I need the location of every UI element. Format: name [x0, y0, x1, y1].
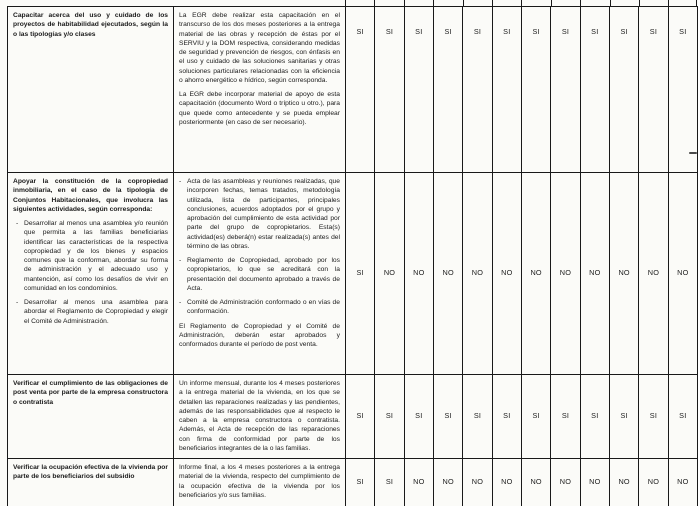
value-cell: SI	[668, 7, 697, 173]
value-cell: NO	[551, 173, 580, 375]
table-body	[8, 7, 698, 506]
text-block: Verificar la ocupación efectiva de la vivienda por parte de los beneficiarios del subsidio	[13, 464, 168, 481]
task-cell	[8, 7, 174, 173]
table-row	[8, 7, 698, 173]
value-cell: SI	[346, 375, 375, 459]
task-cell	[8, 375, 174, 459]
detail-cell	[174, 459, 346, 506]
text-block: Un informe mensual, durante los 4 meses posteriores a la entrega material de la vivienda, en los que se detallen las reparaciones realizadas y las pendientes, además de las responsabilidades que al respecto le caben a la empresa constructora o contratista. Además, el Acta de recepción de las reparaciones con firma de conformidad por parte de los beneficiarios integrantes de la o las familias.	[179, 380, 340, 452]
value-cell: SI	[639, 375, 668, 459]
value-cell: SI	[375, 7, 404, 173]
value-cell: NO	[668, 459, 697, 506]
detail-cell	[174, 173, 346, 375]
bullet-block	[13, 219, 168, 293]
value-cell: SI	[463, 7, 492, 173]
bullet-dash: -	[179, 178, 182, 185]
bullet-block	[179, 256, 340, 293]
value-cell: SI	[639, 7, 668, 173]
bullet-dash: -	[179, 299, 182, 306]
value-cell: SI	[433, 375, 462, 459]
value-cell: SI	[433, 7, 462, 173]
value-cell: SI	[668, 375, 697, 459]
cell-text: Reglamento de Copropiedad, aprobado por los copropietarios, lo que se acreditará con la presentación del documento aprobado a través de Acta.	[187, 257, 340, 292]
bullet-block	[179, 298, 340, 317]
value-cell: SI	[375, 375, 404, 459]
value-cell: NO	[463, 173, 492, 375]
detail-cell	[174, 7, 346, 173]
value-cell: NO	[639, 173, 668, 375]
value-cell: NO	[580, 459, 609, 506]
value-cell: NO	[668, 173, 697, 375]
text-block: El Reglamento de Copropiedad y el Comité de Administración, deberán estar aprobados y conformados durante el período de post venta.	[179, 322, 340, 348]
value-cell: SI	[404, 7, 433, 173]
value-cell: NO	[404, 459, 433, 506]
value-cell: SI	[580, 375, 609, 459]
value-cell: SI	[346, 7, 375, 173]
task-cell	[8, 173, 174, 375]
value-cell: NO	[609, 459, 638, 506]
cell-text: Desarrollar al menos una asamblea y/o reunión que permita a las familias beneficiarias identificar las características de la respectiva copropiedad y de los bienes y espacios comunes que la conforman, abordar su forma de administración y el adecuado uso y mantención, así como los desafíos de vivir en comunidad en los condominios.	[24, 220, 168, 292]
value-cell: SI	[521, 7, 550, 173]
value-cell: SI	[492, 7, 521, 173]
value-cell: NO	[521, 173, 550, 375]
task-cell	[8, 459, 174, 506]
text-block: Apoyar la constitución de la copropiedad inmobiliaria, en el caso de la tipología de Conjuntos Habitacionales, que involucra las siguientes actividades, según corresponda:	[13, 178, 168, 213]
value-cell: SI	[404, 375, 433, 459]
value-cell: SI	[375, 459, 404, 506]
value-cell: SI	[346, 459, 375, 506]
bullet-dash: -	[16, 299, 19, 306]
value-cell: NO	[492, 173, 521, 375]
value-cell: SI	[551, 7, 580, 173]
bullet-dash: -	[16, 220, 19, 227]
value-cell: NO	[375, 173, 404, 375]
value-cell: NO	[433, 459, 462, 506]
value-cell: SI	[580, 7, 609, 173]
value-cell: NO	[433, 173, 462, 375]
text-block: Verificar el cumplimiento de las obligaciones de post venta por parte de la empresa constructora o contratista	[13, 380, 168, 406]
value-cell: SI	[521, 375, 550, 459]
cell-text: Acta de las asambleas y reuniones realizadas, que incorporen fechas, temas tratados, metodología utilizada, lista de participantes, principales conclusiones, acuerdos adoptados por el grupo y aprobación del cumplimiento de esta actividad por parte del grupo de copropietarios. Esta(s) actividad(es) deberá(n) estar realizada(s) antes del término de las obras.	[187, 178, 340, 250]
value-cell: NO	[404, 173, 433, 375]
text-block: La EGR debe realizar esta capacitación en el transcurso de los dos meses posteriores a la entrega material de las obras y recepción de éstas por el SERVIU y la DOM respectiva, considerando medidas de seguridad y prevención de riesgos, con énfasis en el uso y cuidado de las soluciones sanitarias y otras soluciones particulares relacionadas con la eficiencia o ahorro energético e hídrico, según corresponda.	[179, 12, 340, 84]
scan-artifact-mark	[689, 152, 697, 154]
value-cell: NO	[580, 173, 609, 375]
value-cell: NO	[609, 173, 638, 375]
text-block: Capacitar acerca del uso y cuidado de los proyectos de habitabilidad ejecutados, según la o las tipologías y/o clases	[13, 12, 168, 38]
value-cell: SI	[609, 7, 638, 173]
value-cell: NO	[463, 459, 492, 506]
bullet-dash: -	[179, 257, 182, 264]
value-cell: SI	[346, 173, 375, 375]
value-cell: NO	[521, 459, 550, 506]
text-block: La EGR debe incorporar material de apoyo de esta capacitación (documento Word o tríptico u otro.), para que quede como antecedente y se pueda emplear posteriormente (en caso de ser necesario).	[179, 91, 340, 126]
value-cell: SI	[463, 375, 492, 459]
table-row	[8, 459, 698, 506]
value-cell: SI	[492, 375, 521, 459]
value-cell: SI	[551, 375, 580, 459]
bullet-block	[13, 298, 168, 326]
cell-text: Desarrollar al menos una asamblea para abordar el Reglamento de Copropiedad y elegir el Comité de Administración.	[24, 299, 168, 325]
value-cell: SI	[609, 375, 638, 459]
value-cell: NO	[551, 459, 580, 506]
table-row	[8, 173, 698, 375]
requirements-table	[7, 6, 698, 506]
table-row	[8, 375, 698, 459]
detail-cell	[174, 375, 346, 459]
value-cell: NO	[492, 459, 521, 506]
bullet-block	[179, 177, 340, 251]
text-block: Informe final, a los 4 meses posteriores a la entrega material de la vivienda, respecto del cumplimiento de la ocupación efectiva de la vivienda por los beneficiarios y/o sus familias.	[179, 464, 340, 499]
cell-text: Comité de Administración conformado o en vías de conformación.	[187, 299, 340, 316]
value-cell: NO	[639, 459, 668, 506]
